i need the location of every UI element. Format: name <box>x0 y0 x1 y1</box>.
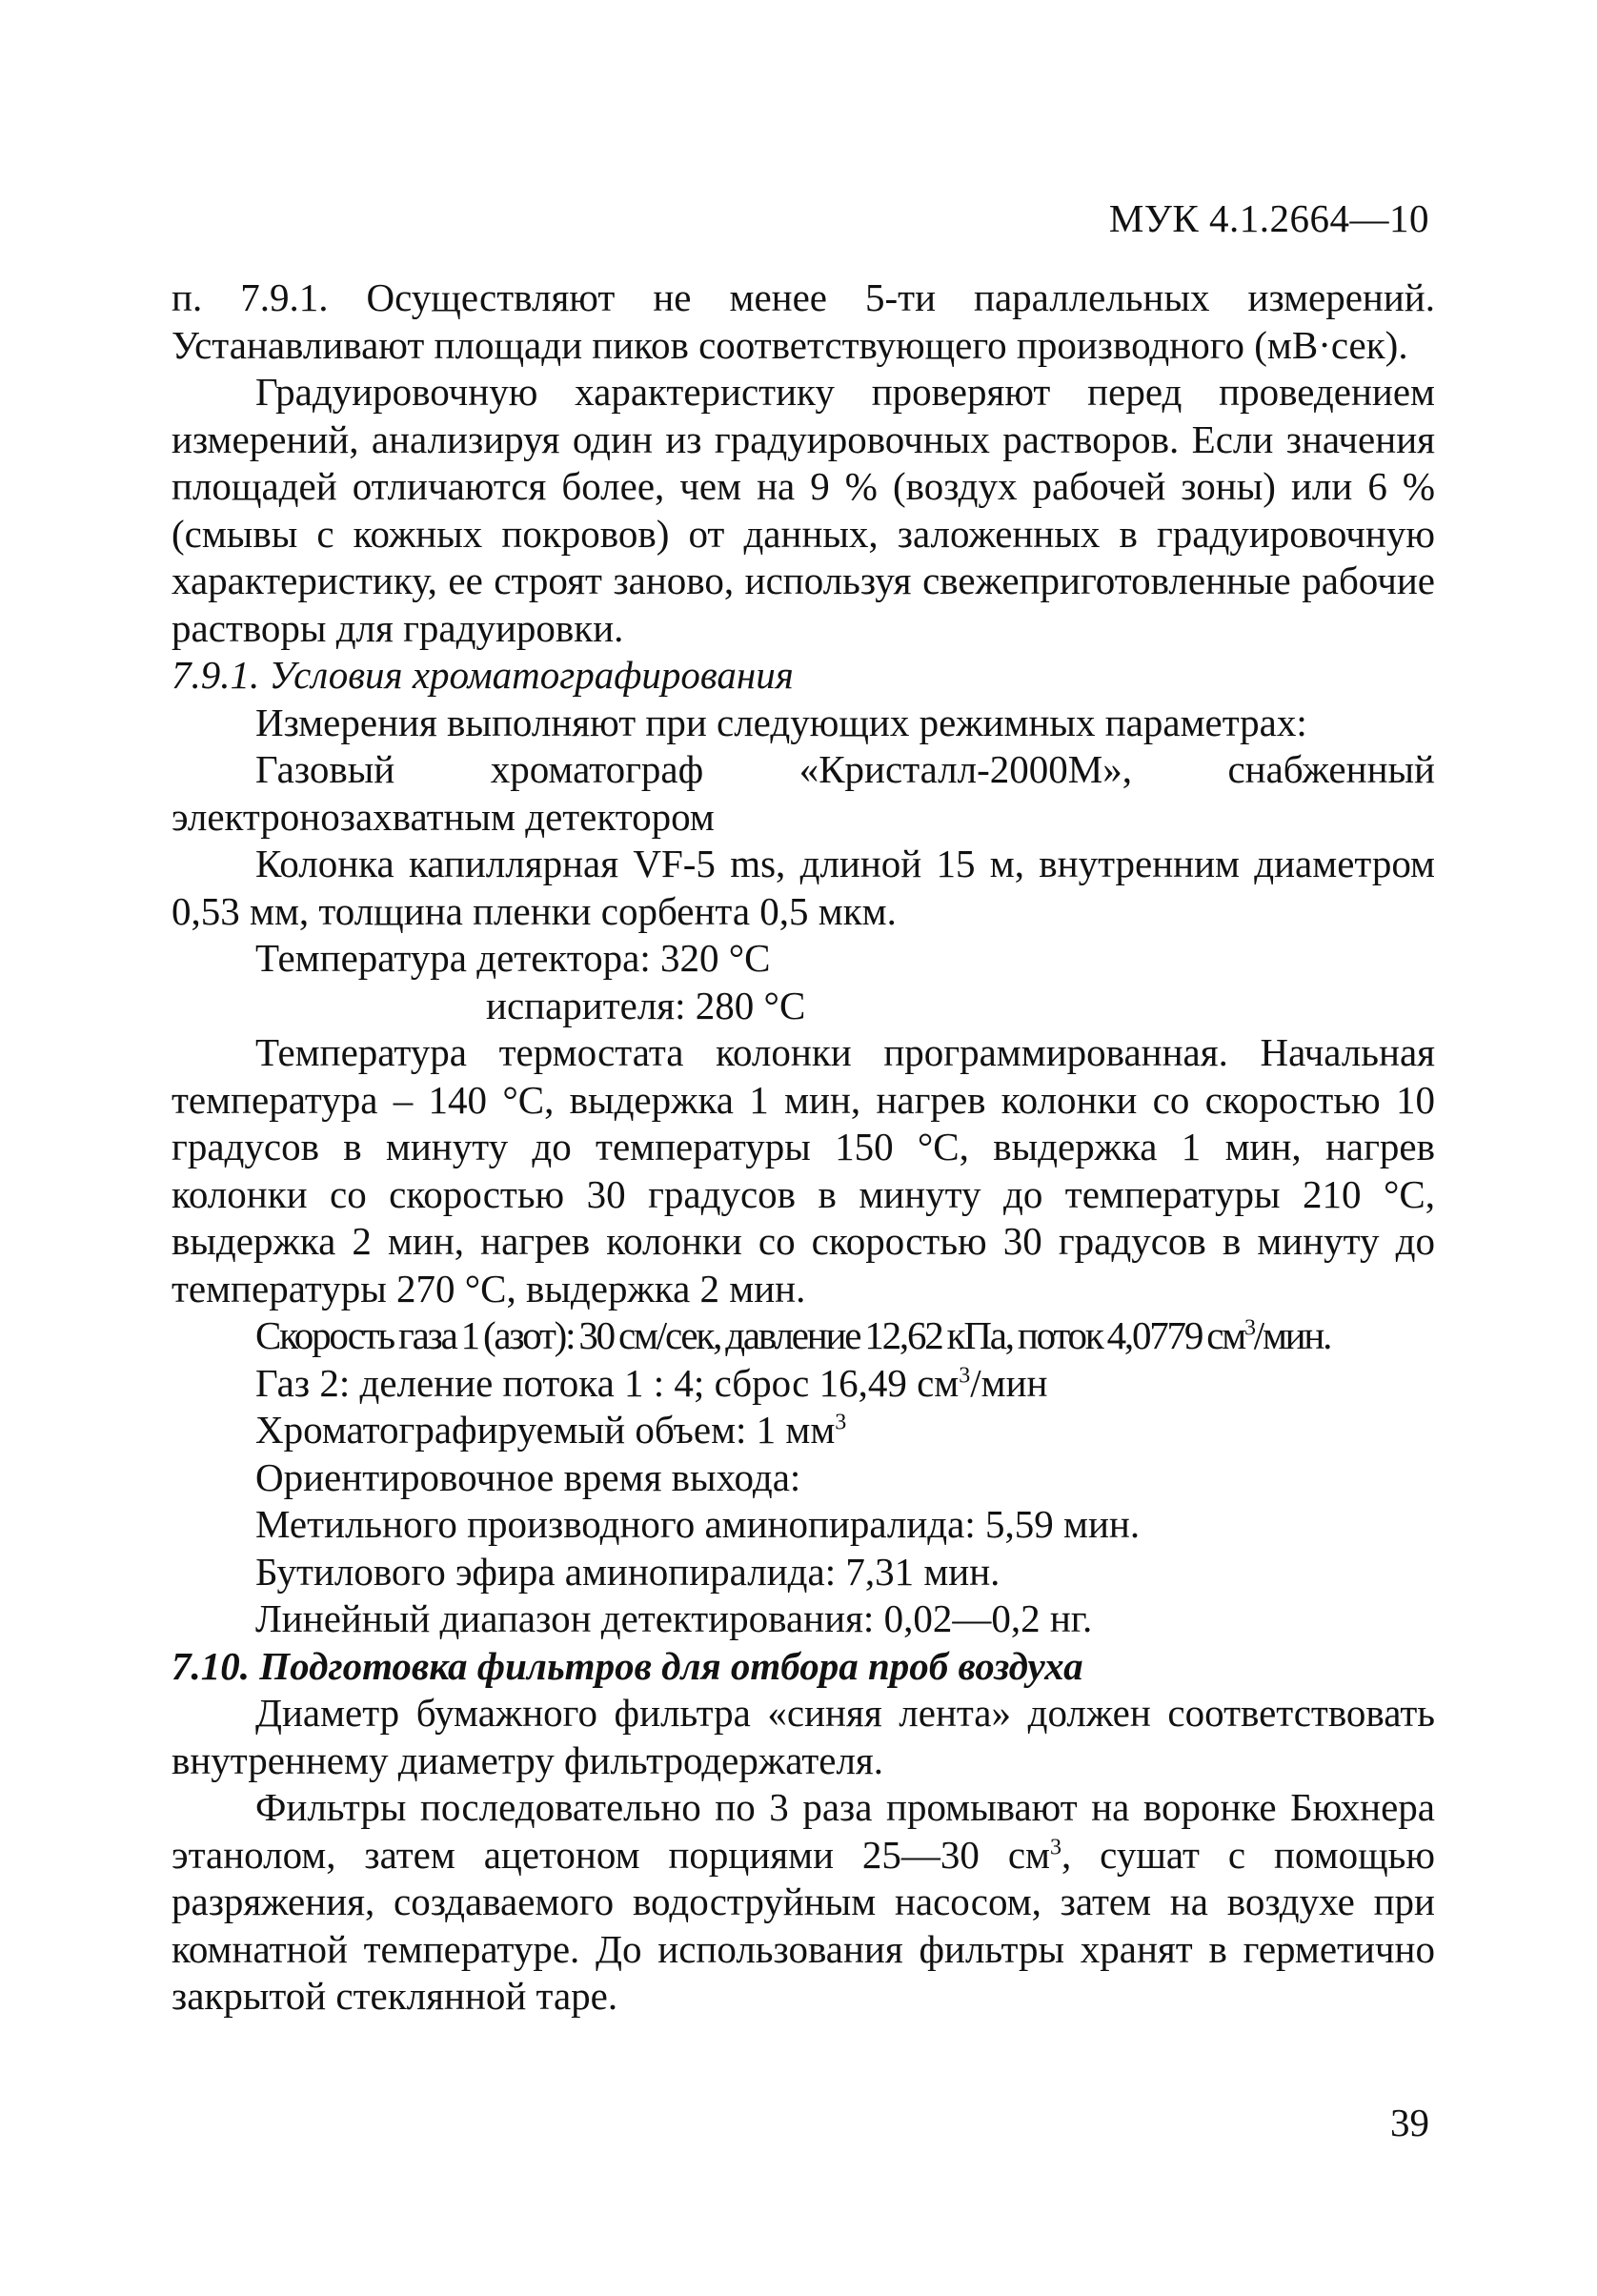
page-content <box>172 274 1435 2021</box>
paragraph-linear-range: Линейный диапазон детектирования: 0,02—0,2 нг. <box>255 1596 1093 1640</box>
volume-superscript: 3 <box>835 1410 847 1435</box>
page-number: 39 <box>1390 2101 1429 2144</box>
subsection-title-7-9-1: 7.9.1. Условия хроматографирования <box>172 653 794 697</box>
filter-washing-text: Фильтры последовательно по 3 раза промывают на воронке Бюхнера этанолом, затем ацетоном порциями 25—30 см <box>172 1785 1435 1877</box>
paragraph-gas-2 <box>172 1360 1435 1408</box>
paragraph-mode-params-lead: Измерения выполняют при следующих режимных параметрах: <box>255 700 1307 744</box>
paragraph-measurements: п. 7.9.1. Осуществляют не менее 5-ти параллельных измерений. Устанавливают площади пиков соответствующего производного (мВ·сек). <box>172 275 1435 367</box>
paragraph-calibration-check: Градуировочную характеристику проверяют перед проведением измерений, анализируя один из градуировочных растворов. Если значения площадей отличаются более, чем на 9 % (воздух рабочей зоны) или 6 % (смывы с кожных покровов) от данных, заложенных в градуировочную характеристику, ее строят заново, используя свежеприготовленные рабочие растворы для градуировки. <box>172 370 1435 650</box>
section-title-7-10: 7.10. Подготовка фильтров для отбора проб воздуха <box>172 1643 1083 1688</box>
gas-2-superscript: 3 <box>959 1362 971 1388</box>
paragraph-temp-evaporator: испарителя: 280 °С <box>486 983 806 1027</box>
paragraph-chromatograph: Газовый хроматограф «Кристалл-2000М», снабженный электронозахватным детектором <box>172 747 1435 839</box>
paragraph-thermostat-program: Температура термостата колонки программированная. Начальная температура – 140 °С, выдержка 1 мин, нагрев колонки со скоростью 10 градусов в минуту до температуры 150 °С, выдержка 1 мин, нагрев колонки со скоростью 30 градусов в минуту до температуры 210 °С, выдержка 2 мин, нагрев колонки со скоростью 30 градусов в минуту до температуры 270 °С, выдержка 2 мин. <box>172 1030 1435 1311</box>
paragraph-column: Колонка капиллярная VF-5 ms, длиной 15 м, внутренним диаметром 0,53 мм, толщина пленки сорбента 0,5 мкм. <box>172 842 1435 933</box>
gas-2-text: Газ 2: деление потока 1 : 4; сброс 16,49 см <box>255 1360 960 1405</box>
paragraph-retention-lead: Ориентировочное время выхода: <box>255 1454 801 1499</box>
paragraph-filter-washing <box>172 1784 1435 2021</box>
document-code-header: МУК 4.1.2664—10 <box>1108 196 1429 240</box>
paragraph-temp-detector: Температура детектора: 320 °С <box>255 936 771 980</box>
filter-washing-continuation: , сушат с помощью разряжения, создаваемого водоструйным насосом, затем на воздухе при комнатной температуре. До использования фильтры хранят в герметично закрытой стеклянной таре. <box>172 1832 1435 2018</box>
gas-1-text: Скорость газа 1 (азот): 30 см/сек, давление 12,62 кПа, поток 4,0779 см <box>255 1313 1244 1357</box>
volume-text: Хроматографируемый объем: 1 мм <box>255 1408 836 1452</box>
paragraph-retention-butyl: Бутилового эфира аминопиралида: 7,31 мин. <box>255 1549 1001 1594</box>
paragraph-injection-volume <box>172 1407 1435 1454</box>
filter-washing-superscript: 3 <box>1050 1834 1061 1859</box>
gas-2-unit: /мин <box>970 1360 1048 1405</box>
paragraph-retention-methyl: Метильного производного аминопиралида: 5,59 мин. <box>255 1502 1141 1546</box>
gas-1-unit: /мин. <box>1253 1313 1331 1357</box>
paragraph-gas-1 <box>172 1312 1435 1360</box>
gas-1-superscript: 3 <box>1243 1315 1254 1341</box>
paragraph-filter-diameter: Диаметр бумажного фильтра «синяя лента» должен соответствовать внутреннему диаметру фильтродержателя. <box>172 1691 1435 1782</box>
